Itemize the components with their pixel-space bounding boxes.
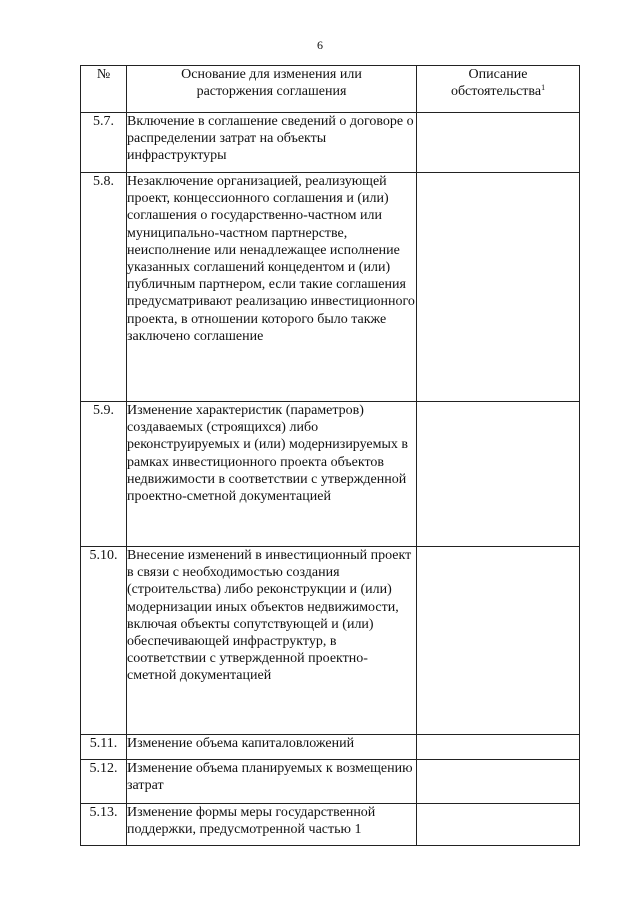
row-number: 5.13.: [81, 804, 127, 846]
header-number: №: [81, 66, 127, 113]
row-description: [417, 547, 580, 735]
page-number: 6: [317, 38, 323, 52]
footnote-marker: 1: [541, 83, 546, 92]
row-number: 5.10.: [81, 547, 127, 735]
row-number: 5.12.: [81, 760, 127, 804]
row-basis: Включение в соглашение сведений о договоре о распределении затрат на объекты инфраструктуры: [127, 113, 417, 173]
row-basis: Изменение объема капиталовложений: [127, 735, 417, 760]
row-basis: Незаключение организацией, реализующей проект, концессионного соглашения и (или) соглашения о государственно-частном или муниципально-частном партнерстве, неисполнение или ненадлежащее исполнение указанных соглашений концедентом и (или) публичным партнером, если такие соглашения предусматривают реализацию инвестиционного проекта, в отношении которого было также заключено соглашение: [127, 173, 417, 402]
header-basis-line1: Основание для изменения или: [181, 67, 362, 82]
row-basis: Изменение формы меры государственной поддержки, предусмотренной частью 1: [127, 804, 417, 846]
row-number: 5.8.: [81, 173, 127, 402]
table-row: [81, 402, 580, 547]
table-header-row: [81, 66, 580, 113]
header-description: [417, 66, 580, 113]
row-description: [417, 402, 580, 547]
grounds-table: [80, 65, 580, 846]
header-description-line1: Описание: [468, 67, 528, 82]
table-row: [81, 113, 580, 173]
table-row: [81, 735, 580, 760]
table-row: [81, 804, 580, 846]
row-description: [417, 760, 580, 804]
row-number: 5.11.: [81, 735, 127, 760]
row-number: 5.7.: [81, 113, 127, 173]
row-description: [417, 735, 580, 760]
header-basis-line2: расторжения соглашения: [196, 84, 347, 99]
header-description-line2: обстоятельства: [450, 84, 542, 99]
table-row: [81, 760, 580, 804]
table-row: [81, 547, 580, 735]
row-number: 5.9.: [81, 402, 127, 547]
row-description: [417, 113, 580, 173]
row-basis: Изменение объема планируемых к возмещению затрат: [127, 760, 417, 804]
row-basis: Внесение изменений в инвестиционный проект в связи с необходимостью создания (строительства) либо реконструкции и (или) модернизации иных объектов недвижимости, включая объекты сопутствующей и (или) обеспечивающей инфраструктур, в соответствии с утвержденной проектно-сметной документацией: [127, 547, 417, 735]
header-basis: [127, 66, 417, 113]
row-description: [417, 173, 580, 402]
row-basis: Изменение характеристик (параметров) создаваемых (строящихся) либо реконструируемых и (или) модернизируемых в рамках инвестиционного проекта объектов недвижимости в соответствии с утвержденной проектно-сметной документацией: [127, 402, 417, 547]
table-row: [81, 173, 580, 402]
row-description: [417, 804, 580, 846]
